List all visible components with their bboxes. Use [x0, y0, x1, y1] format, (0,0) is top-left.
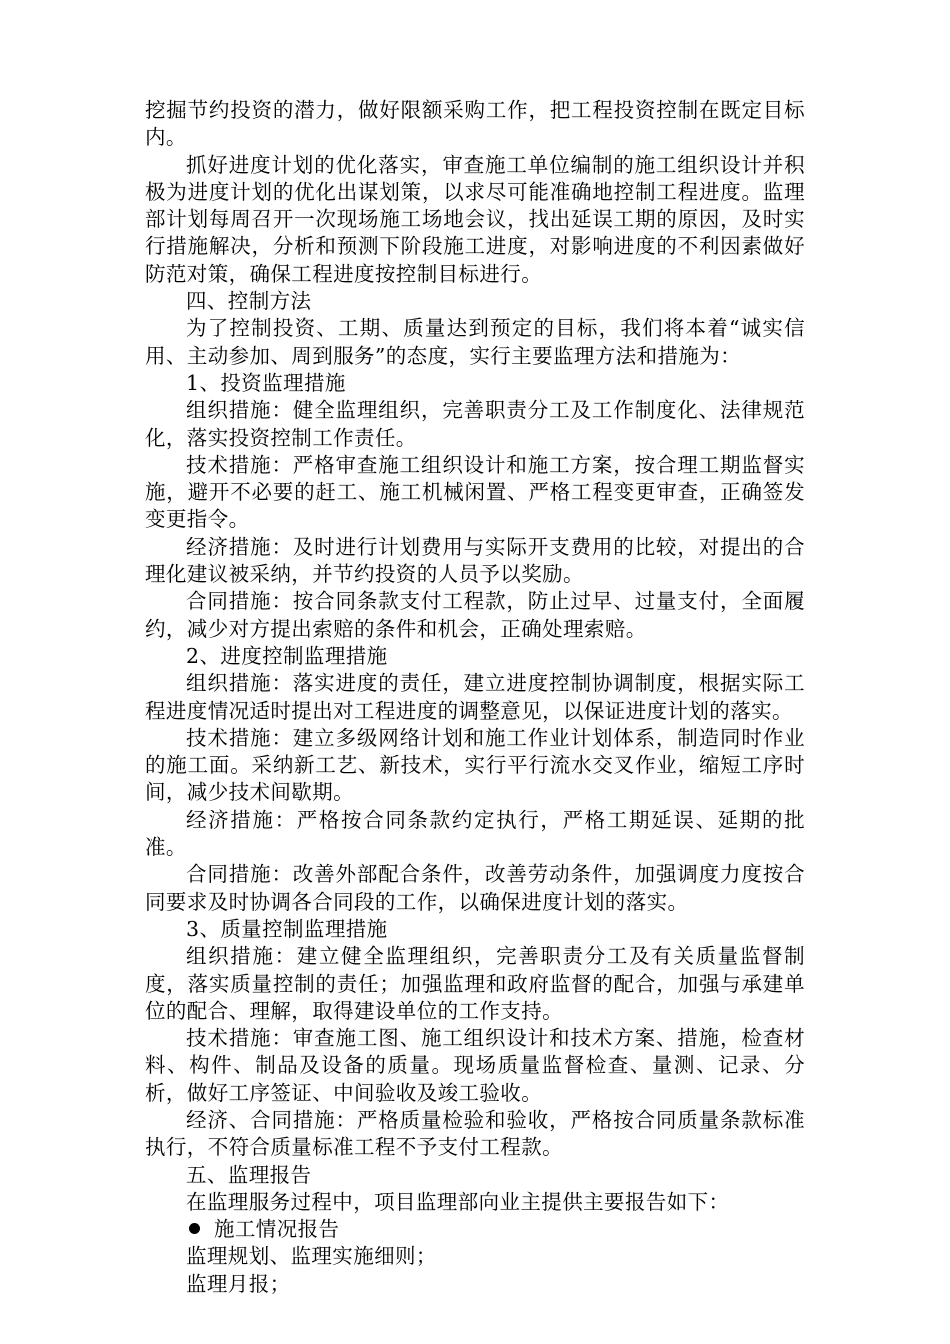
paragraph: 合同措施：改善外部配合条件，改善劳动条件，加强调度力度按合同要求及时协调各合同段的工作，以确保进度计划的落实。 — [145, 862, 805, 914]
bullet-item — [145, 1216, 805, 1243]
paragraph: 经济、合同措施：严格质量检验和验收，严格按合同质量条款标准执行，不符合质量标准工程不予支付工程款。 — [145, 1107, 805, 1160]
document-body — [145, 97, 805, 1298]
section-heading: 四、控制方法 — [186, 289, 312, 314]
paragraph: 挖掘节约投资的潜力，做好限额采购工作，把工程投资控制在既定目标内。 — [145, 98, 805, 150]
bullet-dot-icon — [189, 1223, 200, 1234]
paragraph: 组织措施：落实进度的责任，建立进度控制协调制度，根据实际工程进度情况适时提出对工程进度的调整意见，以保证进度计划的落实。 — [145, 671, 805, 723]
list-line: 监理规划、监理实施细则； — [186, 1244, 437, 1269]
paragraph: 为了控制投资、工期、质量达到预定的目标，我们将本着“诚实信用、主动参加、周到服务”的态度，实行主要监理方法和措施为： — [145, 316, 805, 368]
paragraph: 抓好进度计划的优化落实，审查施工单位编制的施工组织设计并积极为进度计划的优化出谋划策，以求尽可能准确地控制工程进度。监理部计划每周召开一次现场施工场地会议，找出延误工期的原因，及时实行措施解决，分析和预测下阶段施工进度，对影响进度的不利因素做好防范对策，确保工程进度按控制目标进行。 — [145, 152, 805, 286]
paragraph: 组织措施：建立健全监理组织，完善职责分工及有关质量监督制度，落实质量控制的责任；加强监理和政府监督的配合，加强与承建单位的配合、理解，取得建设单位的工作支持。 — [145, 944, 805, 1023]
paragraph: 经济措施：严格按合同条款约定执行，严格工期延误、延期的批准。 — [145, 807, 805, 860]
paragraph: 合同措施：按合同条款支付工程款，防止过早、过量支付，全面履约，减少对方提出索赔的条件和机会，正确处理索赔。 — [145, 589, 805, 641]
paragraph: 技术措施：严格审查施工组织设计和施工方案，按合理工期监督实施，避开不必要的赶工、施工机械闲置、严格工程变更审查，正确签发变更指令。 — [145, 452, 805, 532]
list-line: 监理月报； — [186, 1271, 291, 1296]
paragraph: 经济措施：及时进行计划费用与实际开支费用的比较，对提出的合理化建议被采纳，并节约投资的人员予以奖励。 — [145, 534, 805, 587]
paragraph: 技术措施：建立多级网络计划和施工作业计划体系，制造同时作业的施工面。采纳新工艺、新技术，实行平行流水交叉作业，缩短工序时间，减少技术间歇期。 — [145, 725, 805, 805]
subsection-heading: 1、投资监理措施 — [186, 370, 346, 395]
paragraph: 组织措施：健全监理组织，完善职责分工及工作制度化、法律规范化，落实投资控制工作责任。 — [145, 398, 805, 450]
paragraph: 技术措施：审查施工图、施工组织设计和技术方案、措施，检查材料、构件、制品及设备的质量。现场质量监督检查、量测、记录、分析，做好工序签证、中间验收及竣工验收。 — [145, 1026, 805, 1105]
bullet-text: 施工情况报告 — [214, 1217, 340, 1242]
paragraph: 在监理服务过程中，项目监理部向业主提供主要报告如下： — [186, 1189, 730, 1214]
subsection-heading: 2、进度控制监理措施 — [186, 643, 388, 668]
subsection-heading: 3、质量控制监理措施 — [186, 916, 388, 941]
section-heading: 五、监理报告 — [186, 1162, 312, 1187]
